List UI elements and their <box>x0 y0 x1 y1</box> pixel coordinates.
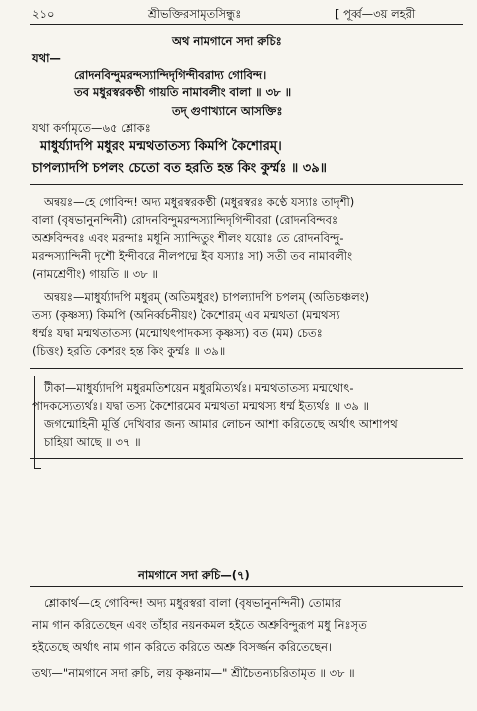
anvaya-1-line: (নামশ্রেণীং) গায়তি ॥ ৩৮ ॥ <box>32 267 158 281</box>
yatha-label: যথা— <box>32 51 61 65</box>
box-line: শ্লোকার্থ—হে গোবিন্দ! অদ্য মধুরস্বরা বালা (বৃষভানুনন্দিনী) তোমার <box>44 596 342 610</box>
section-rule <box>30 458 463 459</box>
header-rule <box>30 24 463 25</box>
anvaya-1-line: অন্বয়ঃ—হে গোবিন্দ! অদ্য মধুরস্বরকণ্ঠী (মধুরস্বরঃ কণ্ঠে যস্যাঃ তাদৃশী) <box>44 195 355 209</box>
anvaya-1-line: অশ্রুবিন্দবঃ এবং মরন্দাঃ মধূনি স্যান্দিতুং শীলং যয়োঃ তে রোদনবিন্দু- <box>32 231 344 245</box>
section-rule <box>30 184 463 185</box>
anvaya-2-line: অন্বয়ঃ—মাধুর্য্যাদপি মধুরম্ (অতিমধুরং) চাপল্যাদপি চপলম্ (অতিচঞ্চলং) <box>44 290 370 304</box>
page-number: ২১০ <box>32 7 55 21</box>
verse-38-line-1: রোদনবিন্দুমরন্দস্যান্দিদৃগিন্দীবরাদ্য গোবিন্দ। <box>74 68 267 82</box>
tika-line: জগন্মোহিনী মূর্ত্তি দেখিবার জন্য আমার লোচন আশা করিতেছে অর্থাৎ আশাপথ <box>44 417 398 431</box>
subheading: তদ্ গুণাখ্যানে আসক্তিঃ <box>172 104 283 118</box>
book-title: শ্রীভক্তিরসামৃতসিন্ধুঃ <box>148 7 242 21</box>
tika-bracket <box>34 376 41 469</box>
anvaya-1-line: মরন্দস্যান্দিনী দৃশৌ ইন্দীবরে নীলপদ্মে ইব যস্যাঃ সা) সতী তব নামাবলীং <box>32 249 353 263</box>
anvaya-2-line: ধর্ম্মঃ যদ্বা মন্মথতাতস্য (মন্মোথৎপাদকস্য কৃষ্ণস্য) বত (মম) চেতঃ <box>32 326 323 340</box>
verse-39-line-2: চাপল্যাদপি চপলং চেতো বত হরতি হন্ত কিং কুর্ম্মঃ ॥ ৩৯॥ <box>32 161 328 176</box>
anvaya-2-line: তস্য (কৃষ্ণস্য) কিমপি (অনির্ব্বচনীয়ং) কৈশোরম্ এব মন্মথতা (মন্মথস্য <box>32 308 340 322</box>
anvaya-1-line: বালা (বৃষভানুনন্দিনী) রোদনবিন্দুমরন্দস্যান্দিদৃগিন্দীবরা (রোদনবিন্দবঃ <box>32 213 339 227</box>
section-label: [ পূর্ব্ব—৩য় লহরী <box>335 7 416 21</box>
box-line: তথ্য—"নামগানে সদা রুচি, লয় কৃষ্ণনাম—" শ্রীচৈতন্যচরিতামৃত ॥ ৩৮ ॥ <box>32 666 355 680</box>
tika-line: পাদকস্যেত্যর্থঃ। যদ্বা তস্য কৈশোরমেব মন্মথতা মন্মথস্য ধর্ম্ম ইত্যর্থঃ ॥ ৩৯ ॥ <box>32 399 369 413</box>
verse-38-line-2: তব মধুরস্বরকণ্ঠী গায়তি নামাবলীং বালা ॥ ৩৮ ॥ <box>74 85 292 99</box>
section-rule <box>30 368 463 369</box>
tika-line: চাহিয়া আছে ॥ ৩৭ ॥ <box>44 435 141 449</box>
box-line: নাম গান করিতেছেন এবং তাঁহার নয়নকমল হইতে অশ্রুবিন্দুরূপ মধু নিঃসৃত <box>32 618 367 632</box>
karnamrita-reference: যথা কর্ণামৃতে—৬৫ শ্লোকঃ <box>32 121 151 135</box>
section-heading: অথ নামগানে সদা রুচিঃ <box>172 34 282 48</box>
anvaya-2-line: (চিত্তং) হরতি কেশরং হন্ত কিং কুর্ম্মঃ ॥ ৩৯॥ <box>32 344 226 358</box>
box-heading: নামগানে সদা রুচি—(৭) <box>138 568 250 582</box>
box-line: হইতেছে অর্থাৎ নাম গান করিতে করিতে অশ্রু বিসর্জ্জন করিতেছেন। <box>32 640 333 654</box>
tika-line: টীকা—মাধুর্য্যাদপি মধুরমতিশয়েন মধুরমিত্যর্থঃ। মন্মথতাতস্য মন্মথোৎ- <box>44 381 354 395</box>
verse-39-line-1: মাধুর্য্যাদপি মধুরং মন্মথতাতস্য কিমপি কৈশোরম্। <box>40 139 282 154</box>
box-rule <box>30 586 463 587</box>
